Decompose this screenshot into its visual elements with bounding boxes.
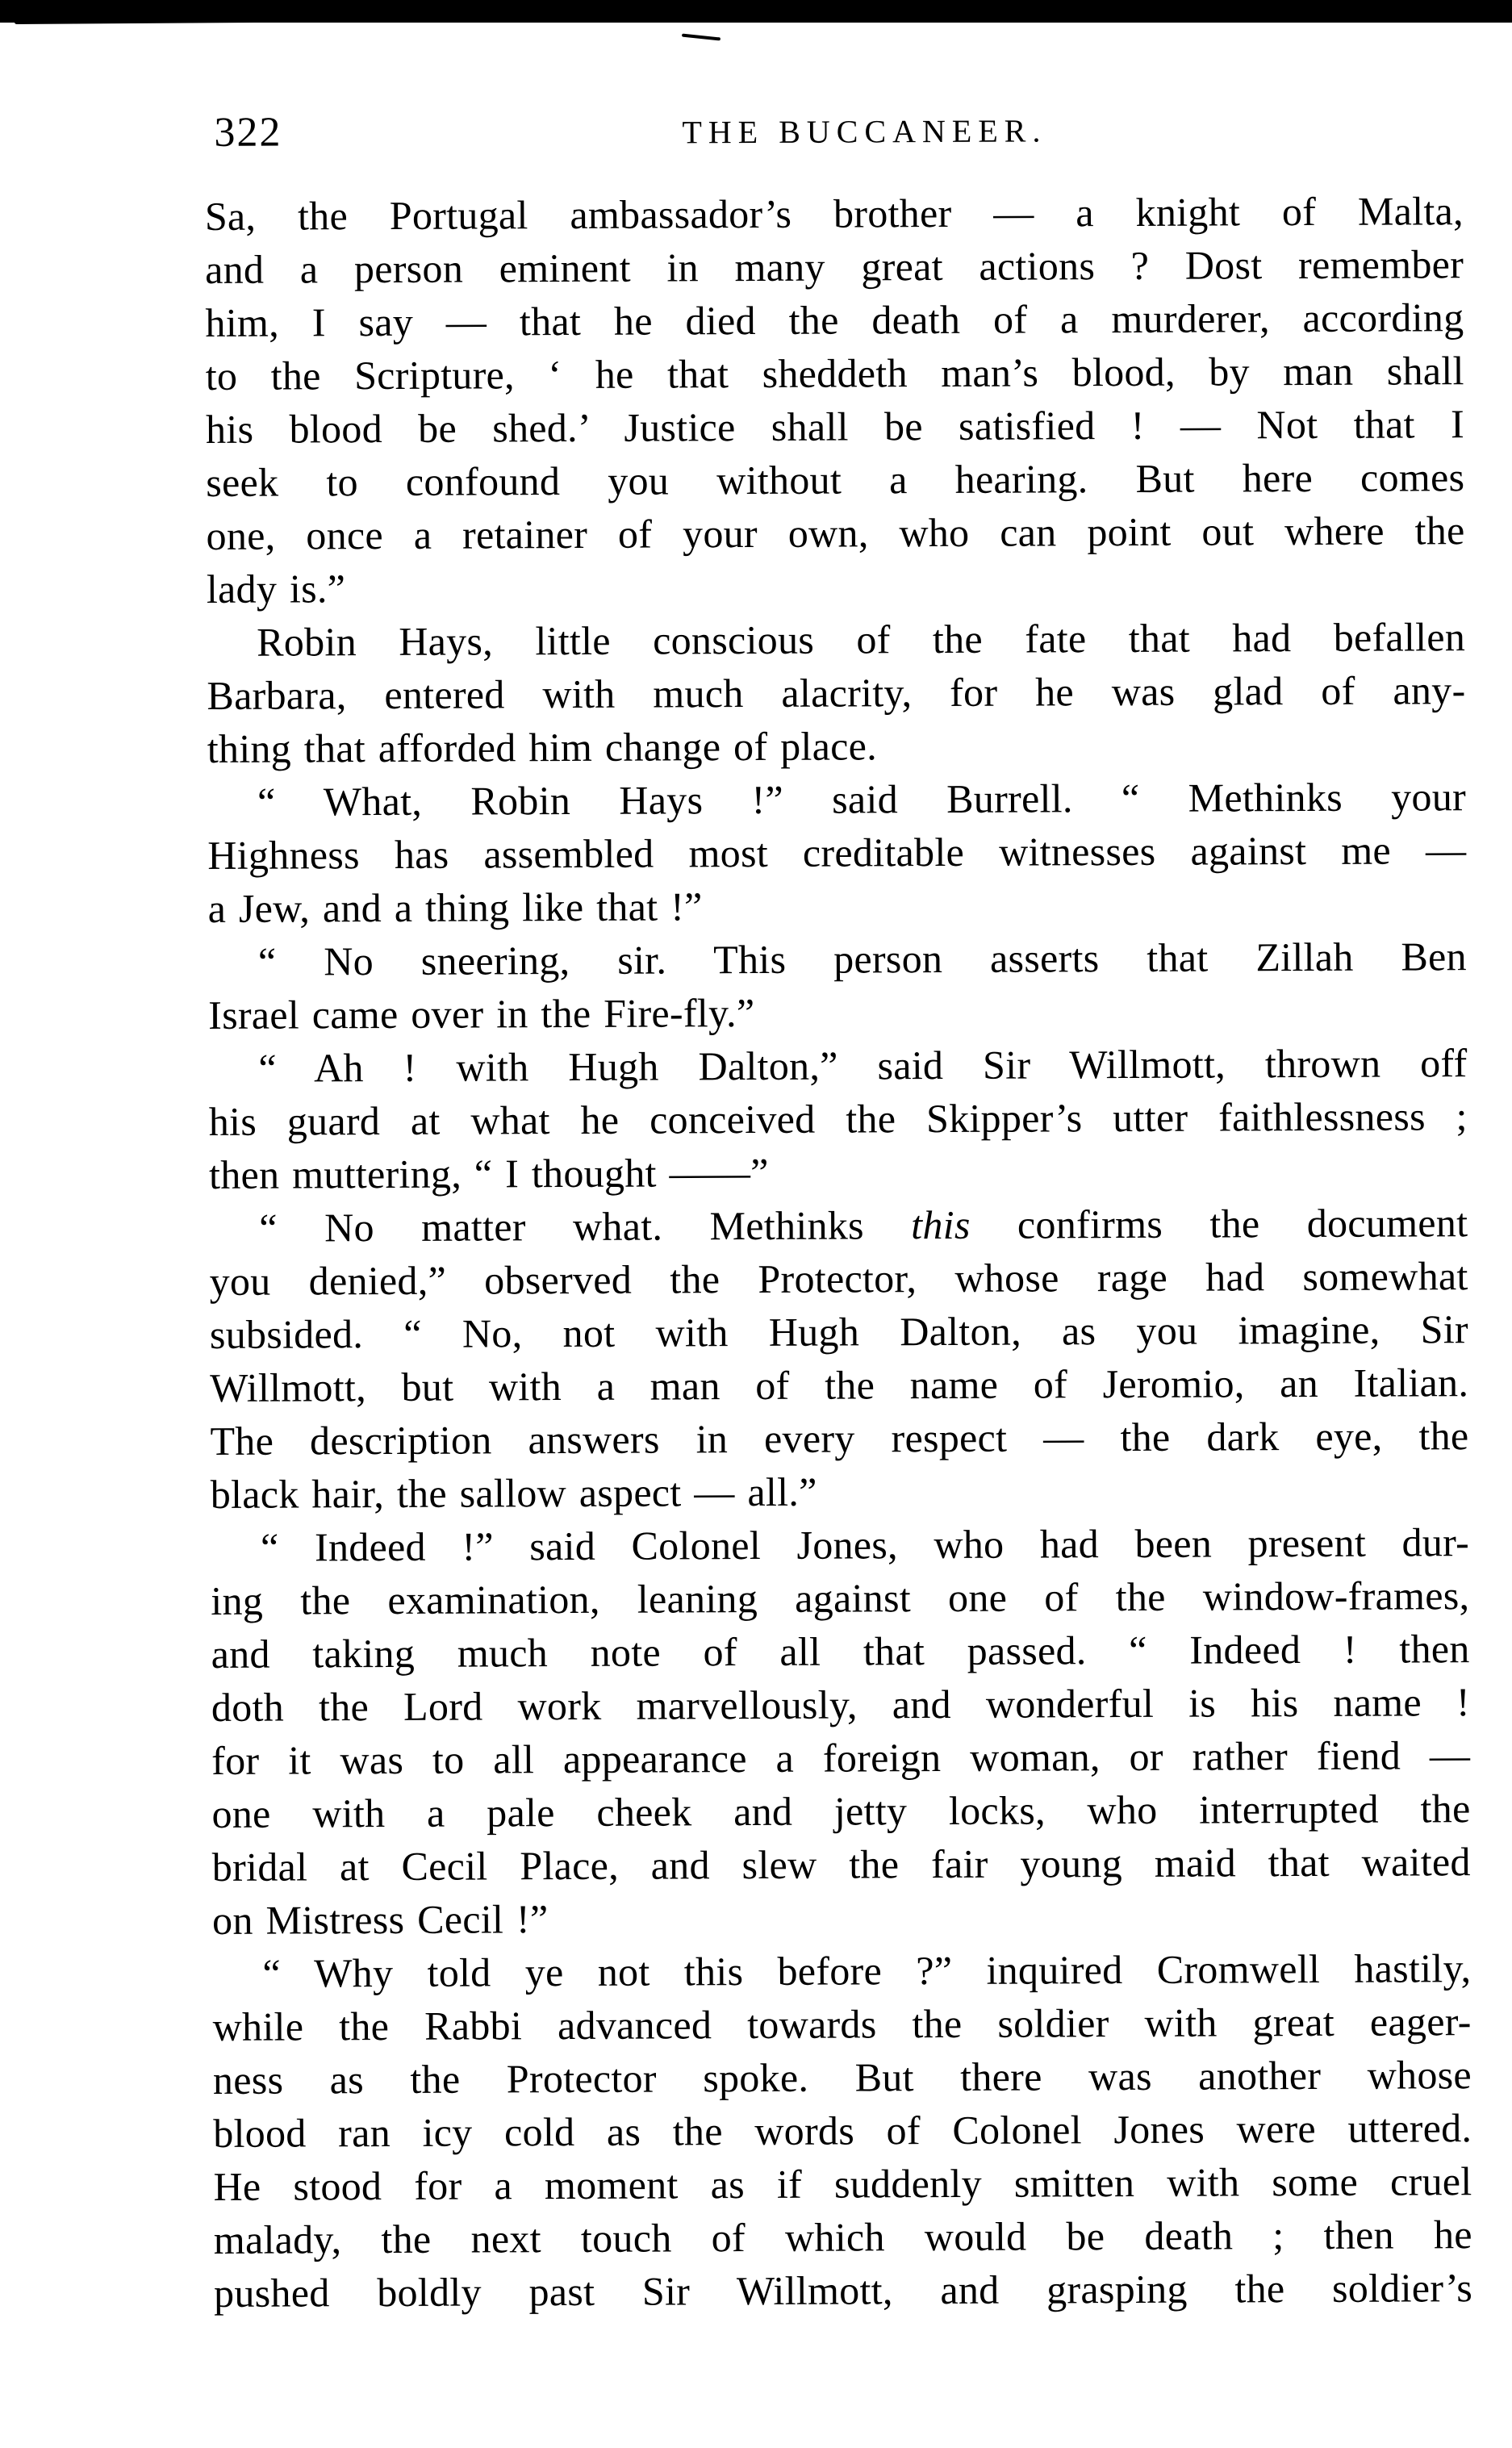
text-line: seek to confound you without a hearing. But here comes <box>206 454 1465 505</box>
text-line: “ Indeed !” said Colonel Jones, who had been present dur- <box>260 1519 1470 1570</box>
text-line: him, I say — that he died the death of a murderer, according <box>205 295 1464 345</box>
text-line: Willmott, but with a man of the name of Jeromio, an Italian. <box>210 1360 1469 1410</box>
text-line: pushed boldly past Sir Willmott, and grasping the soldier’s <box>213 2265 1473 2316</box>
text-line: Sa, the Portugal ambassador’s brother — a knight of Malta, <box>204 188 1464 239</box>
text-line: on Mistress Cecil !” <box>211 1896 549 1943</box>
text-line: ing the examination, leaning against one of the window-frames, <box>211 1573 1470 1623</box>
text-line: and taking much note of all that passed. “ Indeed ! then <box>211 1626 1470 1677</box>
text-line: for it was to all appearance a foreign woman, or rather fiend — <box>211 1732 1471 1783</box>
text-line: one, once a retainer of your own, who can point out where the <box>206 508 1465 558</box>
text-line: “ Why told ye not this before ?” inquired Cromwell hastily, <box>262 1945 1472 1996</box>
text-line: then muttering, “ I thought ——” <box>208 1149 769 1197</box>
text-line: thing that afforded him change of place. <box>207 723 878 771</box>
text-line: malady, the next touch of which would be death ; then he <box>213 2212 1472 2262</box>
text-line: a Jew, and a thing like that !” <box>207 884 703 931</box>
text-line: to the Scripture, ‘ he that sheddeth man’s blood, by man shall <box>205 348 1464 399</box>
text-line: lady is.” <box>206 566 346 612</box>
text-line: you denied,” observed the Protector, whose rage had somewhat <box>209 1253 1468 1304</box>
running-title: THE BUCCANEER. <box>682 112 1047 151</box>
text-line: ness as the Protector spoke. But there was another whose <box>212 2052 1472 2103</box>
text-line: Israel came over in the Fire-fly.” <box>208 990 755 1038</box>
text-line: He stood for a moment as if suddenly smitten with some cruel <box>213 2158 1472 2209</box>
text-line: his guard at what he conceived the Skipper’s utter faithlessness ; <box>208 1093 1468 1144</box>
page-number: 322 <box>214 109 282 156</box>
text-line: “ Ah ! with Hugh Dalton,” said Sir Willmott, thrown off <box>258 1040 1468 1091</box>
text-line: black hair, the sallow aspect — all.” <box>210 1468 817 1517</box>
text-line: The description answers in every respect — the dark eye, the <box>210 1413 1469 1464</box>
text-line: “ No sneering, sir. This person asserts that Zillah Ben <box>257 934 1468 984</box>
text-line: “ What, Robin Hays !” said Burrell. “ Methinks your <box>257 774 1467 825</box>
text-line: Barbara, entered with much alacrity, for he was glad of any- <box>207 667 1466 718</box>
text-line: subsided. “ No, not with Hugh Dalton, as you imagine, Sir <box>209 1306 1469 1357</box>
text-line: Robin Hays, little conscious of the fate that had befallen <box>257 614 1466 665</box>
body-text <box>205 184 1473 2320</box>
text-line: “ No matter what. Methinks this confirms the document <box>259 1200 1468 1251</box>
text-line: and a person eminent in many great actions ? Dost remember <box>205 241 1464 292</box>
text-line: blood ran icy cold as the words of Colonel Jones were uttered. <box>213 2105 1472 2156</box>
text-line: doth the Lord work marvellously, and wonderful is his name ! <box>211 1679 1471 1730</box>
text-line: his blood be shed.’ Justice shall be satisfied ! — Not that I <box>205 401 1465 452</box>
text-line: Highness has assembled most creditable witnesses against me — <box>207 827 1467 878</box>
text-line: bridal at Cecil Place, and slew the fair young maid that waited <box>211 1839 1471 1890</box>
text-line: one with a pale cheek and jetty locks, who interrupted the <box>211 1786 1471 1836</box>
text-line: while the Rabbi advanced towards the soldier with great eager- <box>212 1999 1472 2049</box>
